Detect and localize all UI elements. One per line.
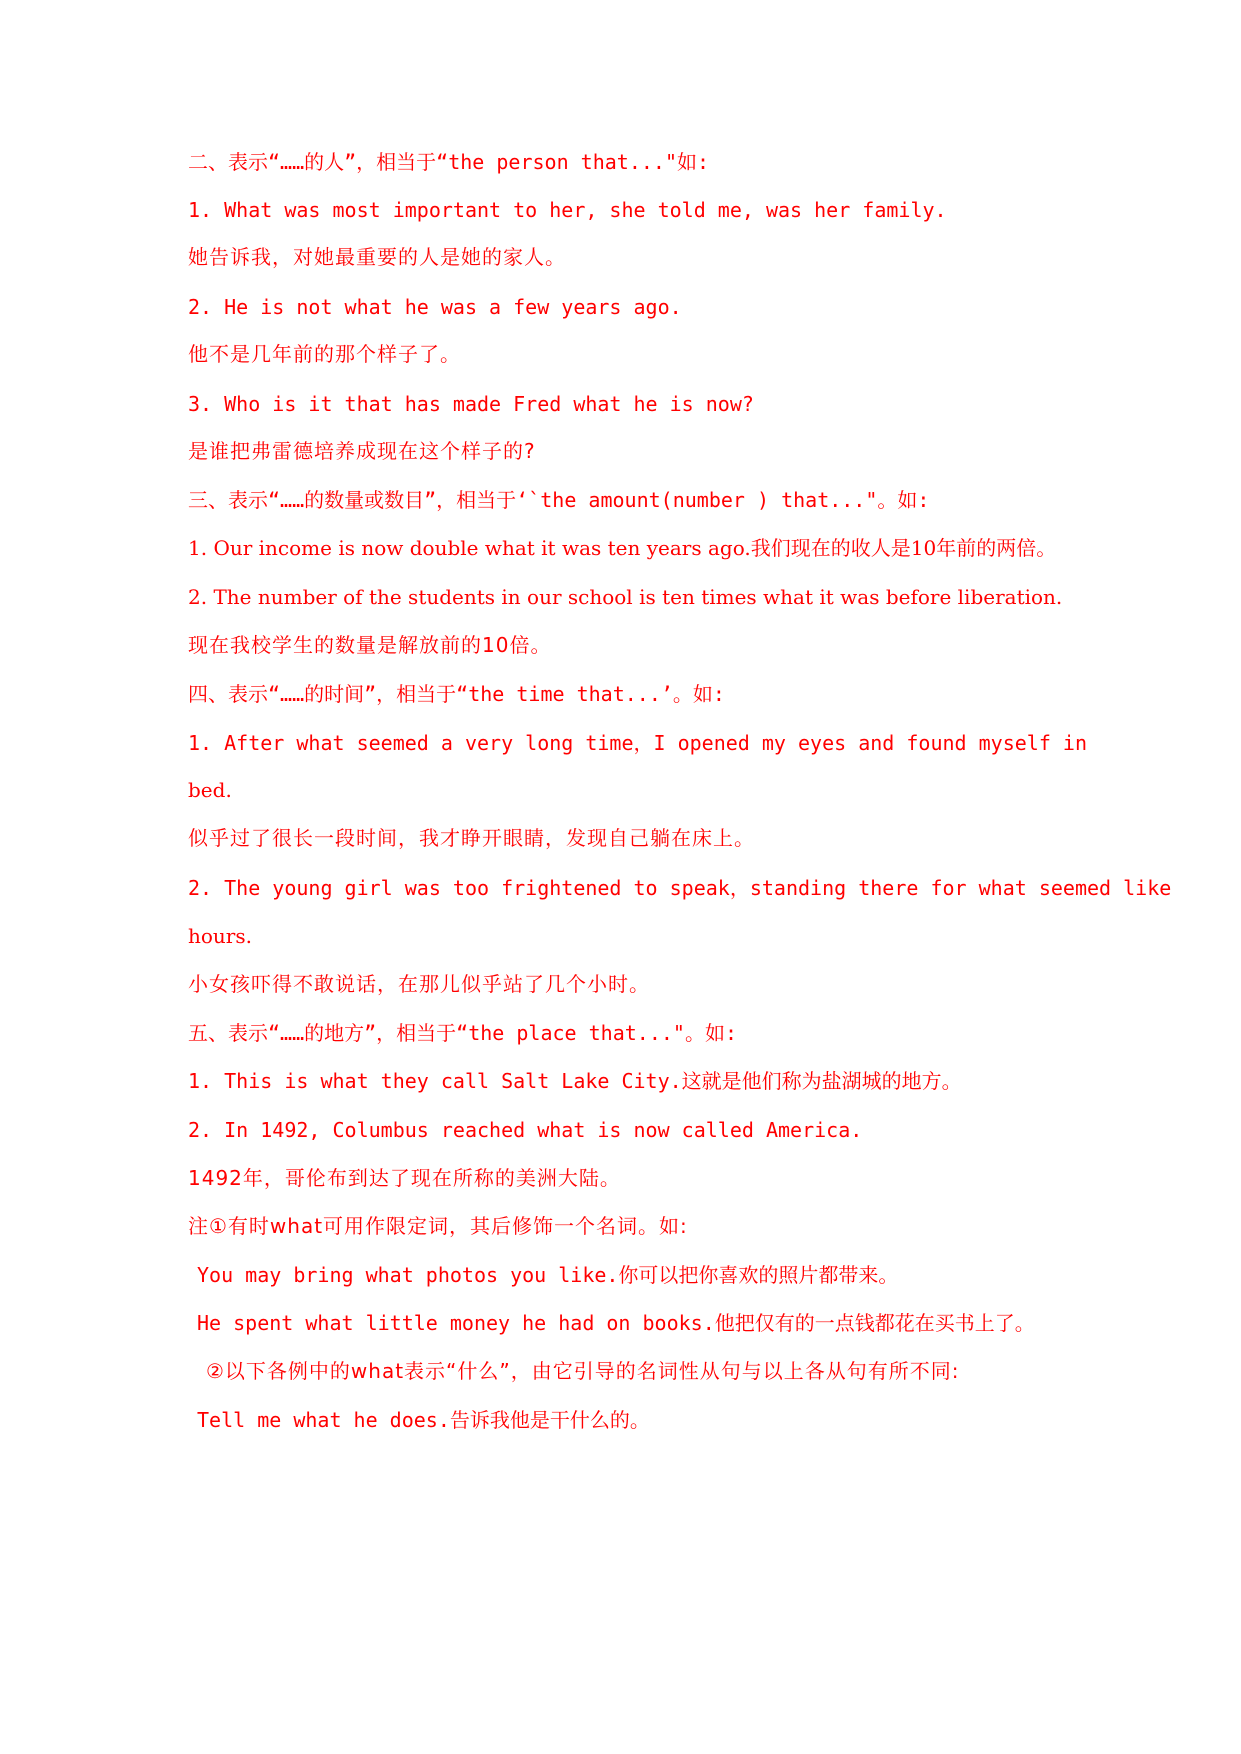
example-sentence: 2. He is not what he was a few years ago. (188, 295, 682, 319)
note-2: ②以下各例中的what表示“什么”，由它引导的名词性从句与以上各从句有所不同: (206, 1359, 960, 1383)
example-sentence: 3. Who is it that has made Fred what he is now? (188, 392, 754, 416)
section-heading-amount: 三、表示“……的数量或数目”，相当于‘`the amount(number ) that..."。如: (188, 488, 930, 512)
example-sentence-continuation: bed. (188, 778, 232, 802)
section-heading-person: 二、表示“……的人”，相当于“the person that..."如: (188, 150, 710, 174)
section-heading-place: 五、表示“……的地方”，相当于“the place that..."。如: (188, 1021, 737, 1045)
example-sentence: 2. In 1492, Columbus reached what is now called America. (188, 1118, 863, 1142)
section-heading-time: 四、表示“……的时间”，相当于“the time that...’。如: (188, 682, 725, 706)
example-sentence: 1. What was most important to her, she told me, was her family. (188, 198, 947, 222)
example-sentence: 2. The young girl was too frightened to speak，standing there for what seemed like (188, 876, 1172, 900)
example-translation: 她告诉我，对她最重要的人是她的家人。 (188, 245, 566, 269)
example-translation: 1492年，哥伦布到达了现在所称的美洲大陆。 (188, 1166, 621, 1190)
example-translation: 似乎过了很长一段时间，我才睁开眼睛，发现自己躺在床上。 (188, 826, 755, 850)
example-sentence: 2. The number of the students in our school is ten times what it was before liberation. (188, 585, 1063, 609)
example-sentence: 1. After what seemed a very long time，I opened my eyes and found myself in (188, 731, 1087, 755)
note-1: 注①有时what可用作限定词，其后修饰一个名词。如: (188, 1214, 688, 1238)
example-sentence: 1. This is what they call Salt Lake City.这就是他们称为盐湖城的地方。 (188, 1069, 962, 1093)
example-sentence: He spent what little money he had on books.他把仅有的一点钱都花在买书上了。 (197, 1311, 1035, 1335)
example-translation: 小女孩吓得不敢说话，在那儿似乎站了几个小时。 (188, 972, 650, 996)
example-translation: 是谁把弗雷德培养成现在这个样子的? (188, 439, 536, 463)
example-translation: 现在我校学生的数量是解放前的10倍。 (188, 633, 552, 657)
example-sentence-continuation: hours. (188, 924, 252, 948)
example-sentence: You may bring what photos you like.你可以把你喜欢的照片都带来。 (197, 1263, 899, 1287)
example-sentence: Tell me what he does.告诉我他是干什么的。 (197, 1408, 650, 1432)
example-translation: 他不是几年前的那个样子了。 (188, 342, 461, 366)
example-sentence: 1. Our income is now double what it was ten years ago.我们现在的收人是10年前的两倍。 (188, 536, 1057, 560)
